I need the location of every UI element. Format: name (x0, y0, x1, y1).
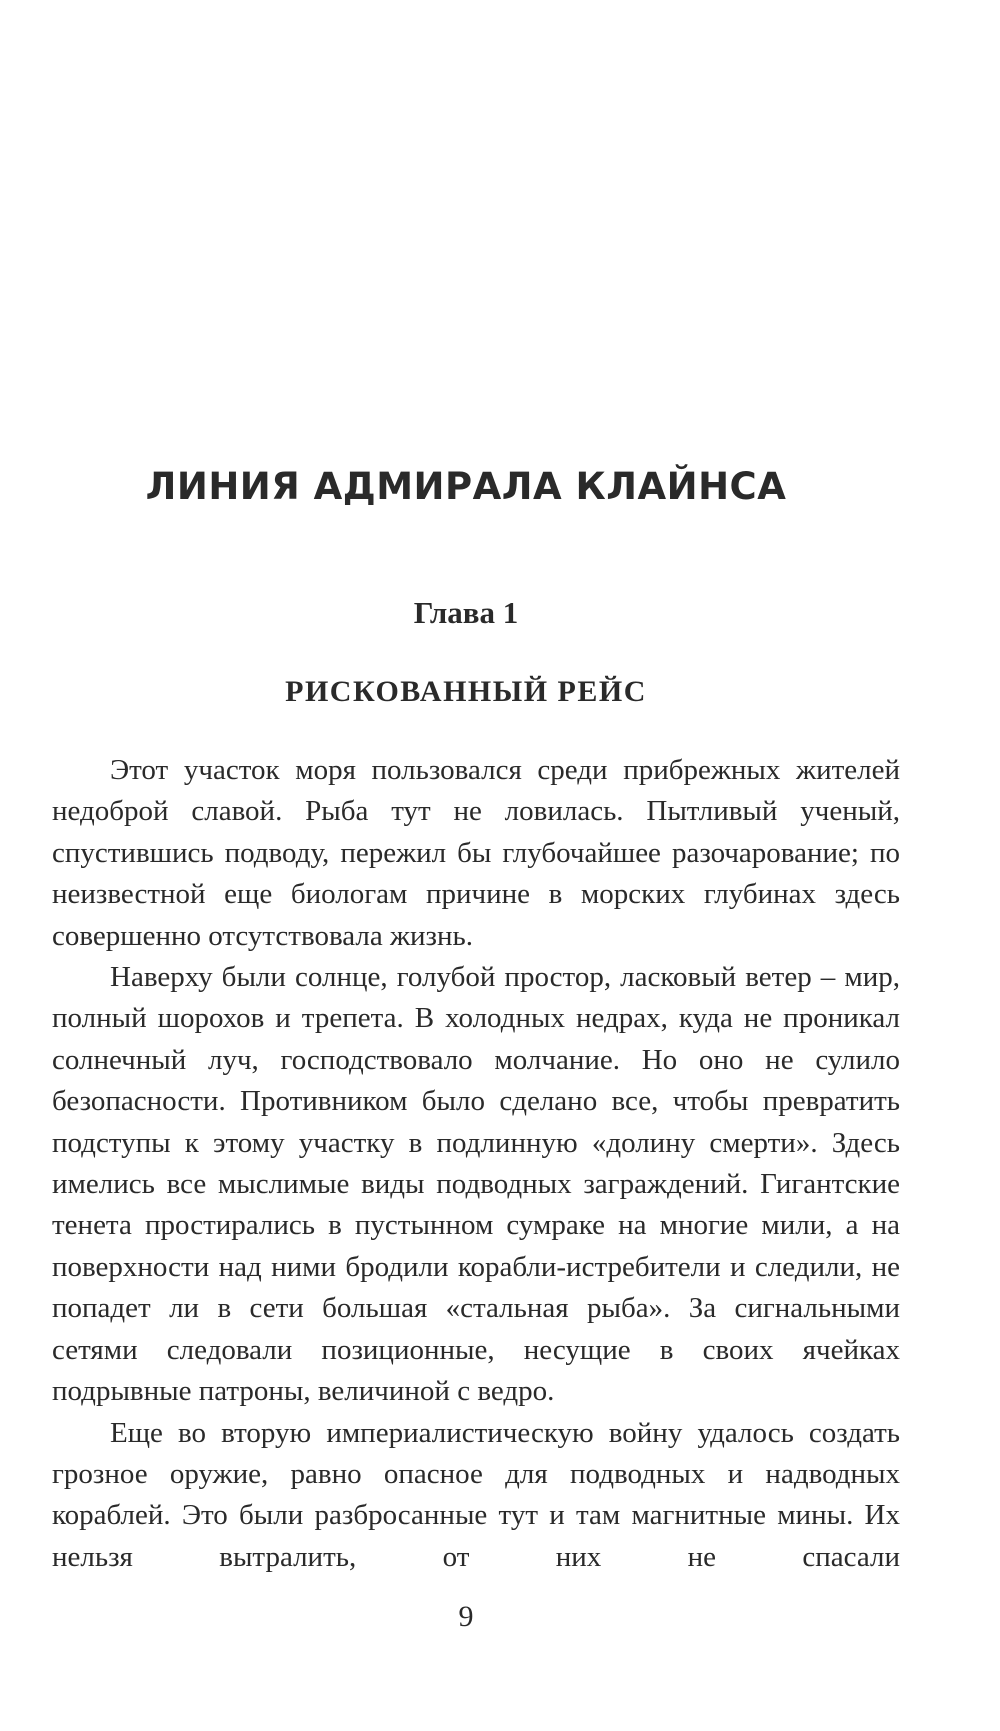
chapter-title: РИСКОВАННЫЙ РЕЙС (285, 675, 647, 708)
paragraph-1: Этот участок моря пользовался среди прибрежных жителей недоброй славой. Рыба тут не ловилась. Пытливый ученый, спустившись подводу, пережил бы глубочайшее разочарование; по неизвестной еще биологам причине в морских глубинах здесь совершенно отсутствовала жизнь. (52, 754, 900, 952)
body-text (52, 750, 900, 1578)
chapter-number: Глава 1 (413, 595, 519, 630)
page-number: 9 (458, 1600, 474, 1633)
paragraph-3: Еще во вторую империалистическую войну удалось создать грозное оружие, равно опасное для подводных и надводных кораблей. Это были разбросанные тут и там магнитные мины. Их нельзя вытралить, от них не спасали (52, 1416, 900, 1573)
paragraph-2: Наверху были солнце, голубой простор, ласковый ветер – мир, полный шорохов и трепета. В холодных недрах, куда не проникал солнечный луч, господствовало молчание. Но оно не сулило безопасности. Противником было сделано все, чтобы превратить подступы к этому участку в подлинную «долину смерти». Здесь имелись все мыслимые виды подводных заграждений. Гигантские тенета простирались в пустынном сумраке на многие мили, а на поверхности над ними бродили корабли-истребители и следили, не попадет ли в сети большая «стальная рыба». За сигнальными сетями следовали позиционные, несущие в своих ячейках подрывные патроны, величиной с ведро. (52, 961, 900, 1408)
part-title: ЛИНИЯ АДМИРАЛА КЛАЙНСА (145, 465, 787, 508)
